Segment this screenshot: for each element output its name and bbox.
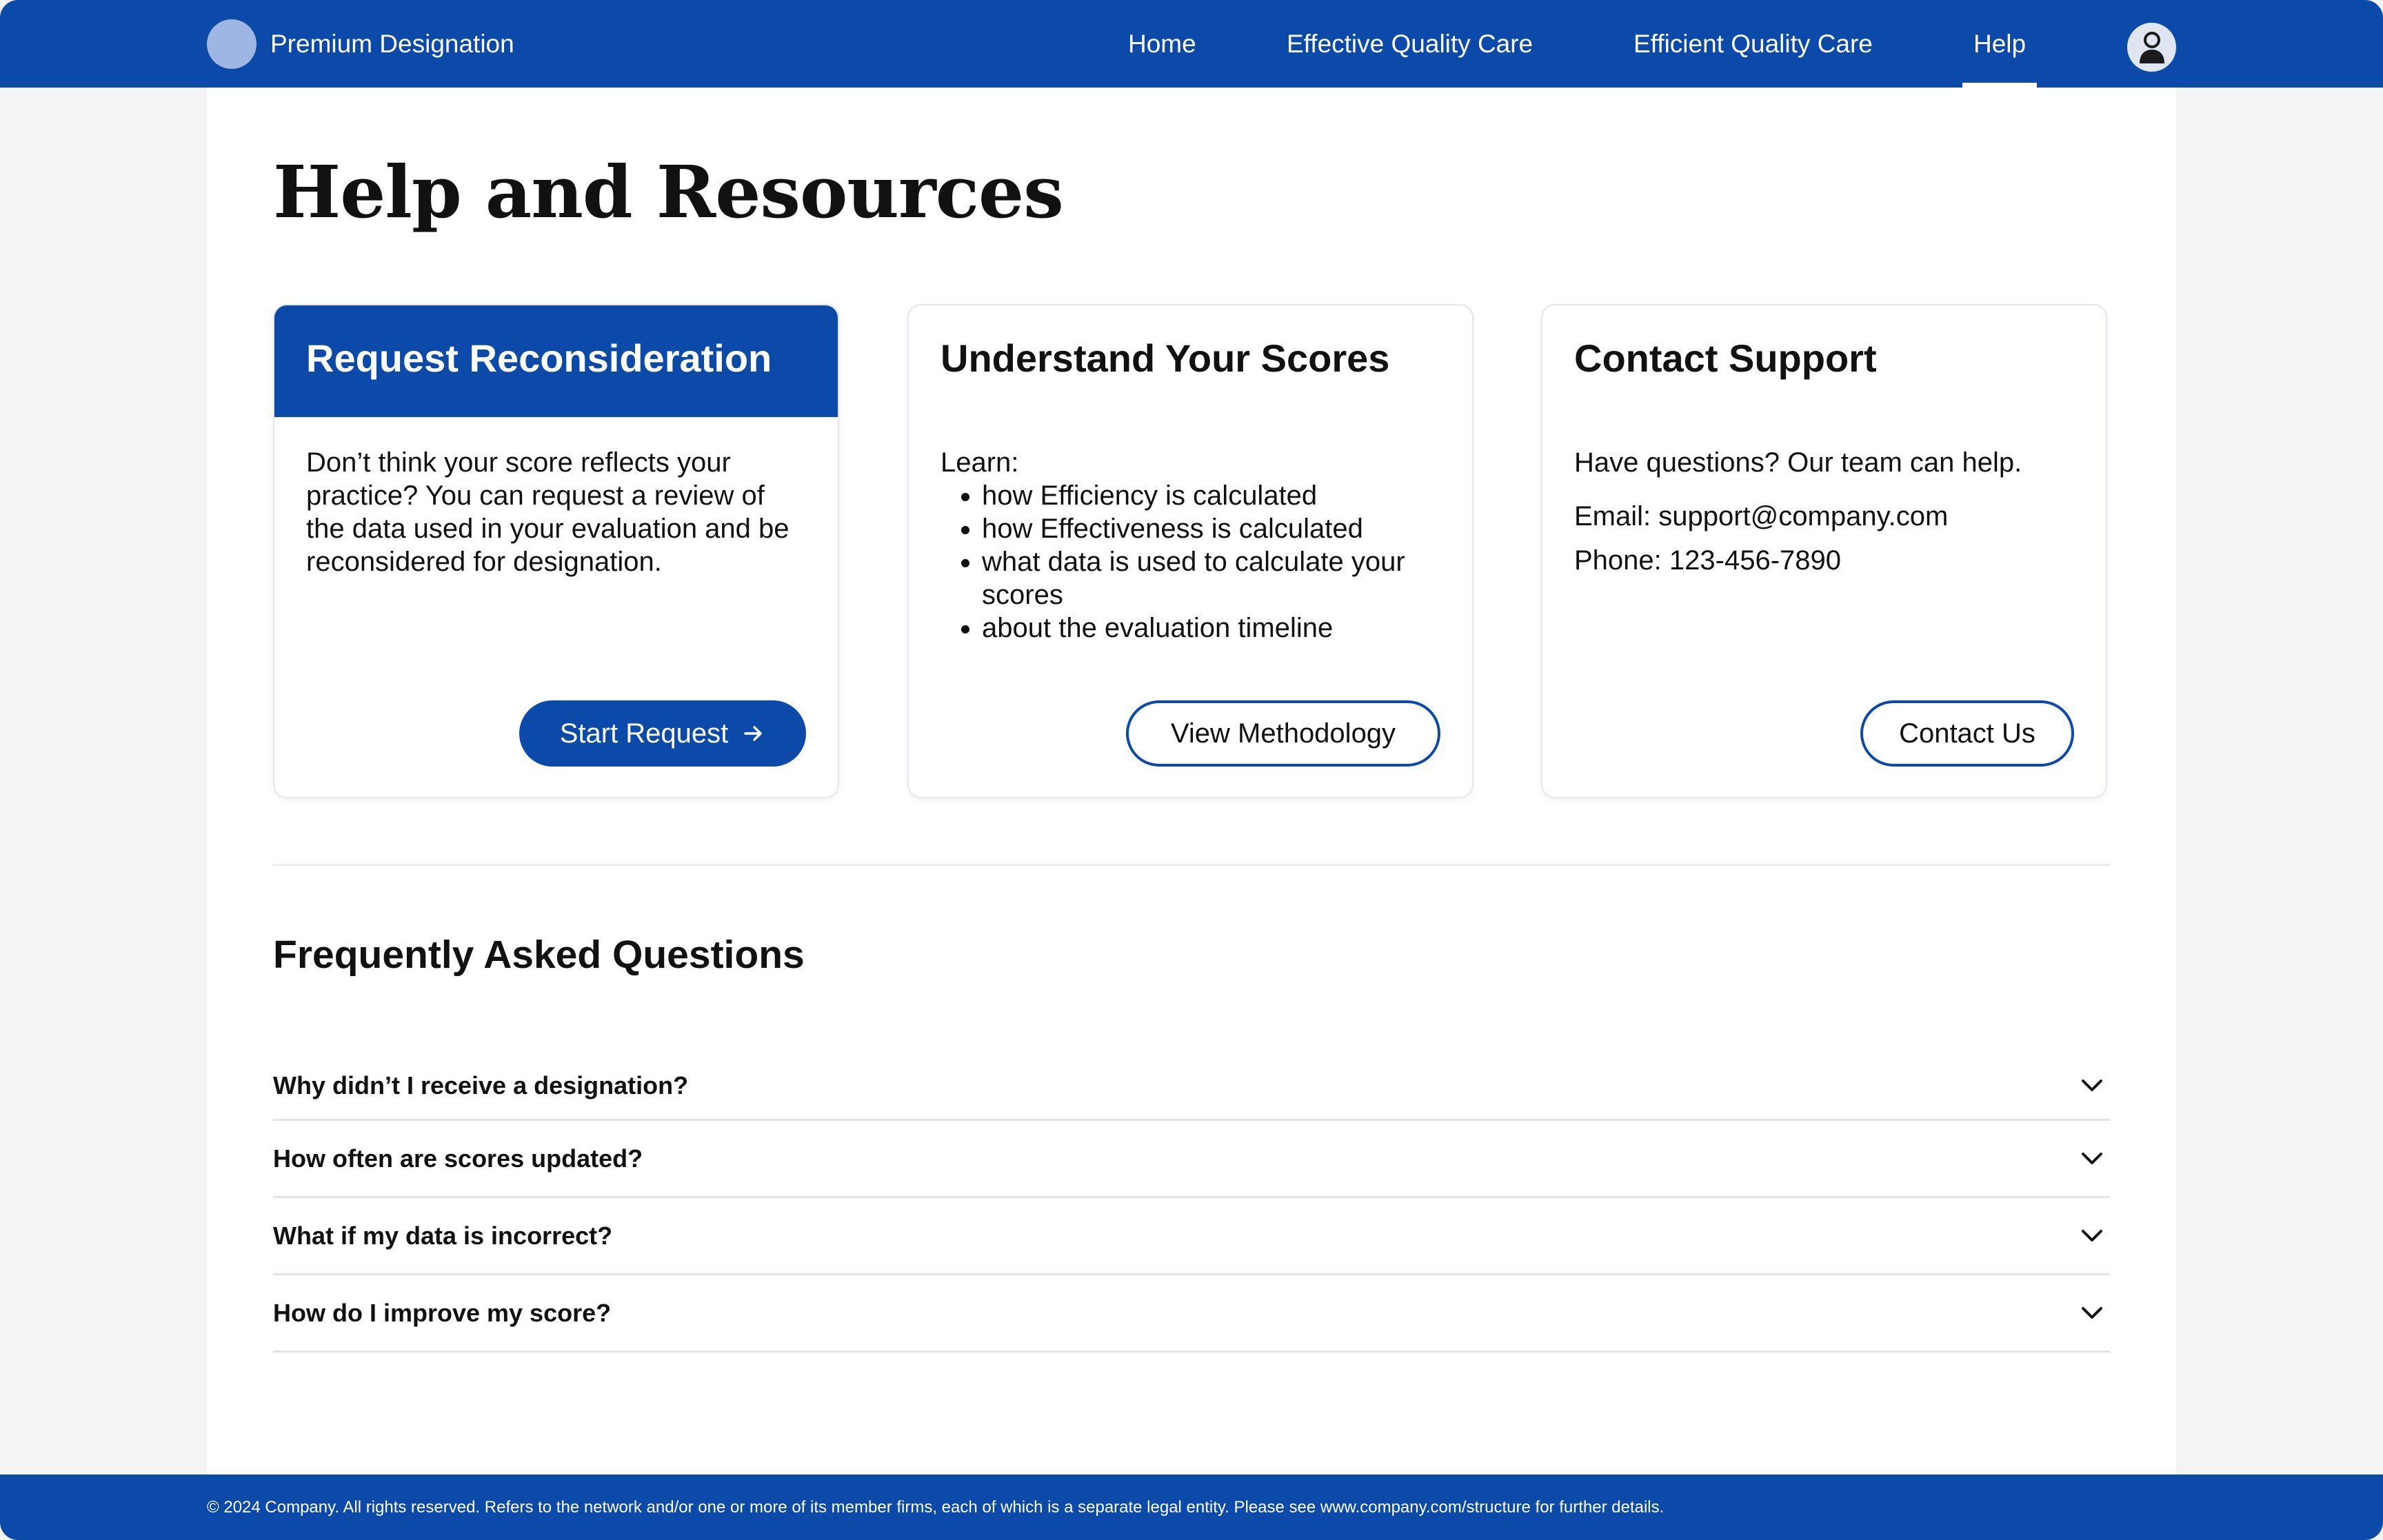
chevron-down-icon[interactable] <box>2078 1145 2106 1173</box>
faq-title: Frequently Asked Questions <box>273 933 805 977</box>
faq-question: How do I improve my score? <box>273 1298 612 1327</box>
support-intro: Have questions? Our team can help. <box>1574 447 2022 478</box>
chevron-down-icon[interactable] <box>2078 1299 2106 1327</box>
faq-item[interactable] <box>273 1121 2110 1198</box>
learn-intro: Learn: <box>941 447 1019 478</box>
section-divider <box>273 864 2110 866</box>
list-item: • how Efficiency is calculated <box>982 479 1445 512</box>
faq-accordion <box>273 1053 2110 1352</box>
understand-your-scores-card <box>907 304 1474 798</box>
support-phone: Phone: 123-456-7890 <box>1574 545 1841 576</box>
user-avatar-button[interactable] <box>2127 23 2176 72</box>
list-item: • about the evaluation timeline <box>982 611 1445 645</box>
footer-legal-text: © 2024 Company. All rights reserved. Refers to the network and/or one or more of its member firms, each of which is a separate legal entity. Please see www.company.com/structure for further details. <box>207 1498 1665 1517</box>
learn-list <box>941 479 1445 645</box>
brand-logo-icon <box>207 19 257 69</box>
nav-help[interactable]: Help <box>1973 0 2026 88</box>
nav-effective-quality-care[interactable]: Effective Quality Care <box>1287 30 1534 58</box>
faq-item[interactable] <box>273 1053 2110 1121</box>
page-title: Help and Resources <box>273 150 1063 234</box>
card-body <box>306 446 810 589</box>
support-email: Email: support@company.com <box>1574 501 1949 531</box>
list-item: • what data is used to calculate your scores <box>982 545 1445 611</box>
card-title: Contact Support <box>1574 336 1877 380</box>
faq-question: What if my data is incorrect? <box>273 1221 613 1250</box>
nav-efficient-quality-care[interactable]: Efficient Quality Care <box>1633 30 1873 58</box>
faq-question: Why didn’t I receive a designation? <box>273 1071 689 1100</box>
request-reconsideration-card <box>273 304 839 798</box>
contact-us-button[interactable]: Contact Us <box>1860 700 2074 767</box>
footer <box>0 1475 2383 1540</box>
card-title: Understand Your Scores <box>941 336 1390 380</box>
list-item: • how Effectiveness is calculated <box>982 512 1445 545</box>
top-navigation-bar <box>0 0 2383 88</box>
main-content <box>207 88 2176 1475</box>
reconsideration-description: Don’t think your score reflects your practice? You can request a review of the data used in your evaluation and be reconsidered for designation. <box>306 447 790 577</box>
chevron-down-icon[interactable] <box>2078 1072 2106 1100</box>
start-request-button[interactable] <box>519 700 806 767</box>
card-body <box>941 446 1445 645</box>
faq-question: How often are scores updated? <box>273 1144 643 1173</box>
brand[interactable] <box>207 19 514 69</box>
card-title: Request Reconsideration <box>274 305 838 417</box>
contact-support-card <box>1541 304 2107 798</box>
brand-name: Premium Designation <box>270 30 514 58</box>
arrow-right-icon <box>742 722 765 745</box>
user-avatar-icon <box>2137 30 2167 65</box>
card-body <box>1574 446 2078 588</box>
view-methodology-button[interactable]: View Methodology <box>1126 700 1440 767</box>
faq-item[interactable] <box>273 1275 2110 1352</box>
start-request-label: Start Request <box>559 718 729 749</box>
chevron-down-icon[interactable] <box>2078 1222 2106 1250</box>
nav-home[interactable]: Home <box>1128 30 1196 58</box>
faq-item[interactable] <box>273 1198 2110 1275</box>
